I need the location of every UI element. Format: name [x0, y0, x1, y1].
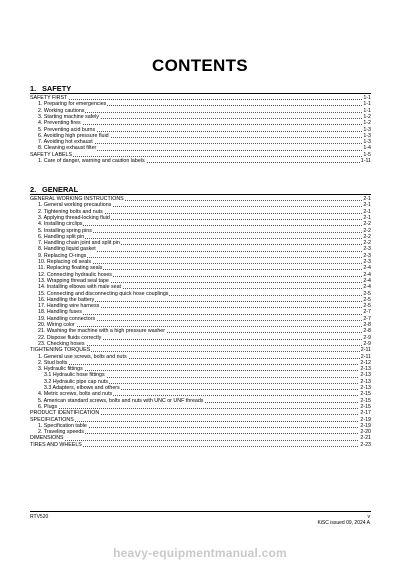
toc-entry[interactable] — [0, 442, 400, 448]
toc-entry-page: 2-13 — [360, 385, 371, 391]
dot-leader — [30, 435, 370, 440]
dot-leader — [38, 341, 370, 346]
toc-entry-label: SAFETY LABELS — [30, 151, 73, 158]
toc-entry-label: 1. General working precautions — [38, 202, 112, 209]
footer-issue: KiSC issued 09, 2024 A — [317, 520, 370, 526]
toc-entry-page: 2-21 — [360, 435, 371, 442]
toc-entry-label: 9. Replacing O-rings — [38, 252, 87, 259]
toc-entry-page: 2-7 — [363, 309, 371, 316]
toc-entry-page: 2-15 — [360, 391, 371, 398]
page-title: CONTENTS — [152, 56, 248, 75]
toc-entry-page: 2-2 — [363, 233, 371, 240]
toc-entry-page: 2-5 — [363, 303, 371, 310]
section-title: GENERAL — [42, 185, 79, 194]
toc-entry-label: 4. Preventing fires — [38, 120, 81, 127]
toc-entry-page: 2-7 — [363, 315, 371, 322]
toc-entry-label: 3.1 Hydraulic hose fittings — [44, 372, 105, 379]
toc-entry-label: PRODUCT IDENTIFICATION — [30, 410, 100, 417]
toc-entry-label: 7. Handling chain joint and split pin — [38, 240, 120, 247]
toc-entry-page: 2-17 — [360, 410, 371, 417]
toc-entry-label: 19. Handling connectors — [38, 315, 96, 322]
toc-entry-label: 6. Plugs — [38, 403, 58, 410]
toc-entry-label: SPECIFICATIONS — [30, 416, 74, 423]
toc-entry-page: 2-9 — [363, 334, 371, 341]
toc-entry-label: 10. Replacing oil seals — [38, 259, 91, 265]
toc-entry-page: 2-2 — [363, 227, 371, 234]
toc-entry-page: 2-4 — [363, 271, 371, 278]
section-rule — [30, 93, 371, 94]
toc-entry-page: 2-3 — [363, 259, 371, 265]
dot-leader — [38, 234, 370, 239]
section-number: 1. — [30, 84, 37, 93]
toc-entry-page: 1-1 — [363, 101, 371, 108]
toc-entry-page: 1-11 — [360, 158, 371, 164]
toc-entry-page: 2-9 — [363, 340, 371, 347]
toc-entry-page: 2-1 — [363, 202, 371, 209]
dot-leader — [38, 221, 370, 226]
toc-entry-page: 2-5 — [363, 290, 371, 297]
toc-entry-label: 2. Working cautions — [38, 107, 85, 114]
dot-leader — [38, 309, 370, 314]
toc-entry-label: 15. Connecting and disconnecting quick hose couplings — [38, 290, 169, 297]
watermark: heavy-equipmentmanual.com — [113, 546, 287, 560]
toc-entry-label: 8. Cleaning exhaust filter — [38, 145, 97, 152]
toc-entry-label: 3.2 Hydraulic pipe cap nuts — [44, 378, 108, 385]
toc-entry-label: 3. Applying thread-locking fluid — [38, 214, 110, 221]
footer-page-number: v — [367, 514, 370, 520]
toc-entry-label: 5. Installing spring pins — [38, 227, 92, 234]
dot-leader — [38, 404, 370, 409]
toc-entry-label: 3.3 Adapters, elbows and others — [44, 385, 120, 391]
toc-entry-page: 2-1 — [363, 214, 371, 221]
toc-entry-label: 2. Tightening bolts and nuts — [38, 208, 103, 215]
toc-entry-label: 3. Hydraulic fittings — [38, 366, 83, 373]
toc-entry-label: 1. Specification table — [38, 422, 87, 429]
toc-entry-page: 1-3 — [363, 132, 371, 139]
toc-entry-label: 5. Preventing acid burns — [38, 126, 96, 133]
toc-entry-label: DIMENSIONS — [30, 435, 64, 442]
toc-entry-page: 2-2 — [363, 221, 371, 228]
toc-entry-page: 1-2 — [363, 120, 371, 127]
toc-entry-label: 18. Handling fuses — [38, 309, 82, 316]
toc-entry-page: 1-4 — [363, 145, 371, 152]
section-heading — [30, 185, 370, 194]
toc-entry-page: 2-15 — [360, 403, 371, 410]
toc-entry-page: 2-13 — [360, 378, 371, 385]
toc-entry-page: 2-4 — [363, 284, 371, 291]
dot-leader — [38, 322, 370, 327]
toc-entry-label: 23. Checking hoses — [38, 340, 85, 347]
toc-entry-page: 2-3 — [363, 252, 371, 259]
toc-entry-label: GENERAL WORKING INSTRUCTIONS — [30, 196, 124, 202]
dot-leader — [30, 417, 370, 422]
toc-entry-page: 2-5 — [363, 296, 371, 303]
toc-entry-label: 17. Handling wire harness — [38, 303, 100, 310]
toc-entry-label: 6. Avoiding high pressure fluid — [38, 132, 109, 139]
toc-entry-label: 22. Dispose fluids correctly — [38, 334, 102, 341]
toc-entry-page: 2-19 — [360, 422, 371, 429]
footer-divider — [30, 511, 371, 512]
toc-entry-page: 2-2 — [363, 240, 371, 247]
toc-entry-label: 5. American standard screws, bolts and nuts with UNC or UNF threads — [38, 397, 204, 404]
toc-entry-page: 1-5 — [363, 151, 371, 158]
dot-leader — [38, 108, 370, 113]
toc-entry-label: 4. Metric screws, bolts and nuts — [38, 391, 113, 398]
toc-entry-label: 16. Handling the battery — [38, 296, 95, 303]
dot-leader — [30, 152, 370, 157]
toc-entry-label: TIGHTENING TORQUES — [30, 347, 91, 354]
toc-entry-page: 2-1 — [363, 196, 371, 202]
toc-entry-page: 1-3 — [363, 126, 371, 133]
toc-entry-page: 2-4 — [363, 277, 371, 284]
toc-entry-page: 2-11 — [360, 353, 371, 360]
section-title: SAFETY — [42, 84, 72, 93]
toc-entry-page: 2-13 — [360, 366, 371, 373]
dot-leader — [30, 95, 370, 100]
footer-model: RTV520 — [30, 514, 49, 520]
dot-leader — [38, 366, 370, 371]
toc-entry-label: 1. General use screws, bolts and nuts — [38, 353, 127, 360]
toc-entry-page: 2-8 — [363, 328, 371, 335]
toc-entry-page: 1-3 — [363, 139, 371, 146]
toc-entry-label: 20. Wiring color — [38, 322, 75, 328]
toc-entry-label: 4. Installing circlips — [38, 221, 83, 228]
toc-entry-page: 2-11 — [360, 347, 371, 354]
dot-leader — [38, 360, 370, 365]
dot-leader — [38, 429, 370, 434]
toc-entry-page: 2-15 — [360, 397, 371, 404]
toc-entry-page: 2-1 — [363, 208, 371, 215]
toc-entry-page: 2-8 — [363, 322, 371, 328]
toc-entry[interactable] — [0, 158, 400, 164]
dot-leader — [38, 253, 370, 258]
toc-entry-label: 14. Installing elbows with male seat — [38, 284, 122, 291]
toc-entry-label: 2. Traveling speeds — [38, 429, 84, 436]
toc-entry-page: 2-3 — [363, 246, 371, 253]
toc-entry-label: SAFETY FIRST — [30, 95, 68, 101]
toc-entry-label: 1. Care of danger, warning and caution labels — [38, 158, 145, 164]
toc-entry-label: 21. Washing the machine with a high pressure washer — [38, 328, 165, 335]
toc-entry-page: 1-1 — [363, 95, 371, 101]
toc-entry-page: 1-1 — [363, 107, 371, 114]
toc-entry-label: 2. Stud bolts — [38, 359, 68, 366]
toc-entry-page: 2-20 — [360, 429, 371, 436]
toc-entry-label: 1. Preparing for emergencies — [38, 101, 107, 108]
section-heading — [30, 84, 370, 93]
toc-entry-page: 2-13 — [360, 372, 371, 379]
toc-entry-page: 1-2 — [363, 113, 371, 120]
toc-entry-label: 12. Connecting hydraulic hoses — [38, 271, 112, 278]
toc-entry-label: 13. Wrapping thread seal tape — [38, 277, 109, 284]
toc-entry-label: 7. Avoiding hot exhaust — [38, 139, 93, 146]
section-rule — [30, 194, 371, 195]
toc-entry-label: 11. Replacing floating seals — [38, 265, 103, 272]
dot-leader — [38, 120, 370, 125]
toc-entry-page: 2-4 — [363, 265, 371, 272]
toc-entry-page: 2-12 — [360, 359, 371, 366]
toc-entry-label: 8. Handling liquid gasket — [38, 246, 96, 253]
toc-entry-page: 2-19 — [360, 416, 371, 423]
toc-entry-label: 6. Handling split pin — [38, 233, 85, 240]
toc-entry-page: 2-23 — [360, 441, 371, 448]
toc-entry-label: TIRES AND WHEELS — [30, 441, 82, 448]
toc-entry-label: 3. Starting machine safely — [38, 113, 99, 120]
section-number: 2. — [30, 185, 37, 194]
